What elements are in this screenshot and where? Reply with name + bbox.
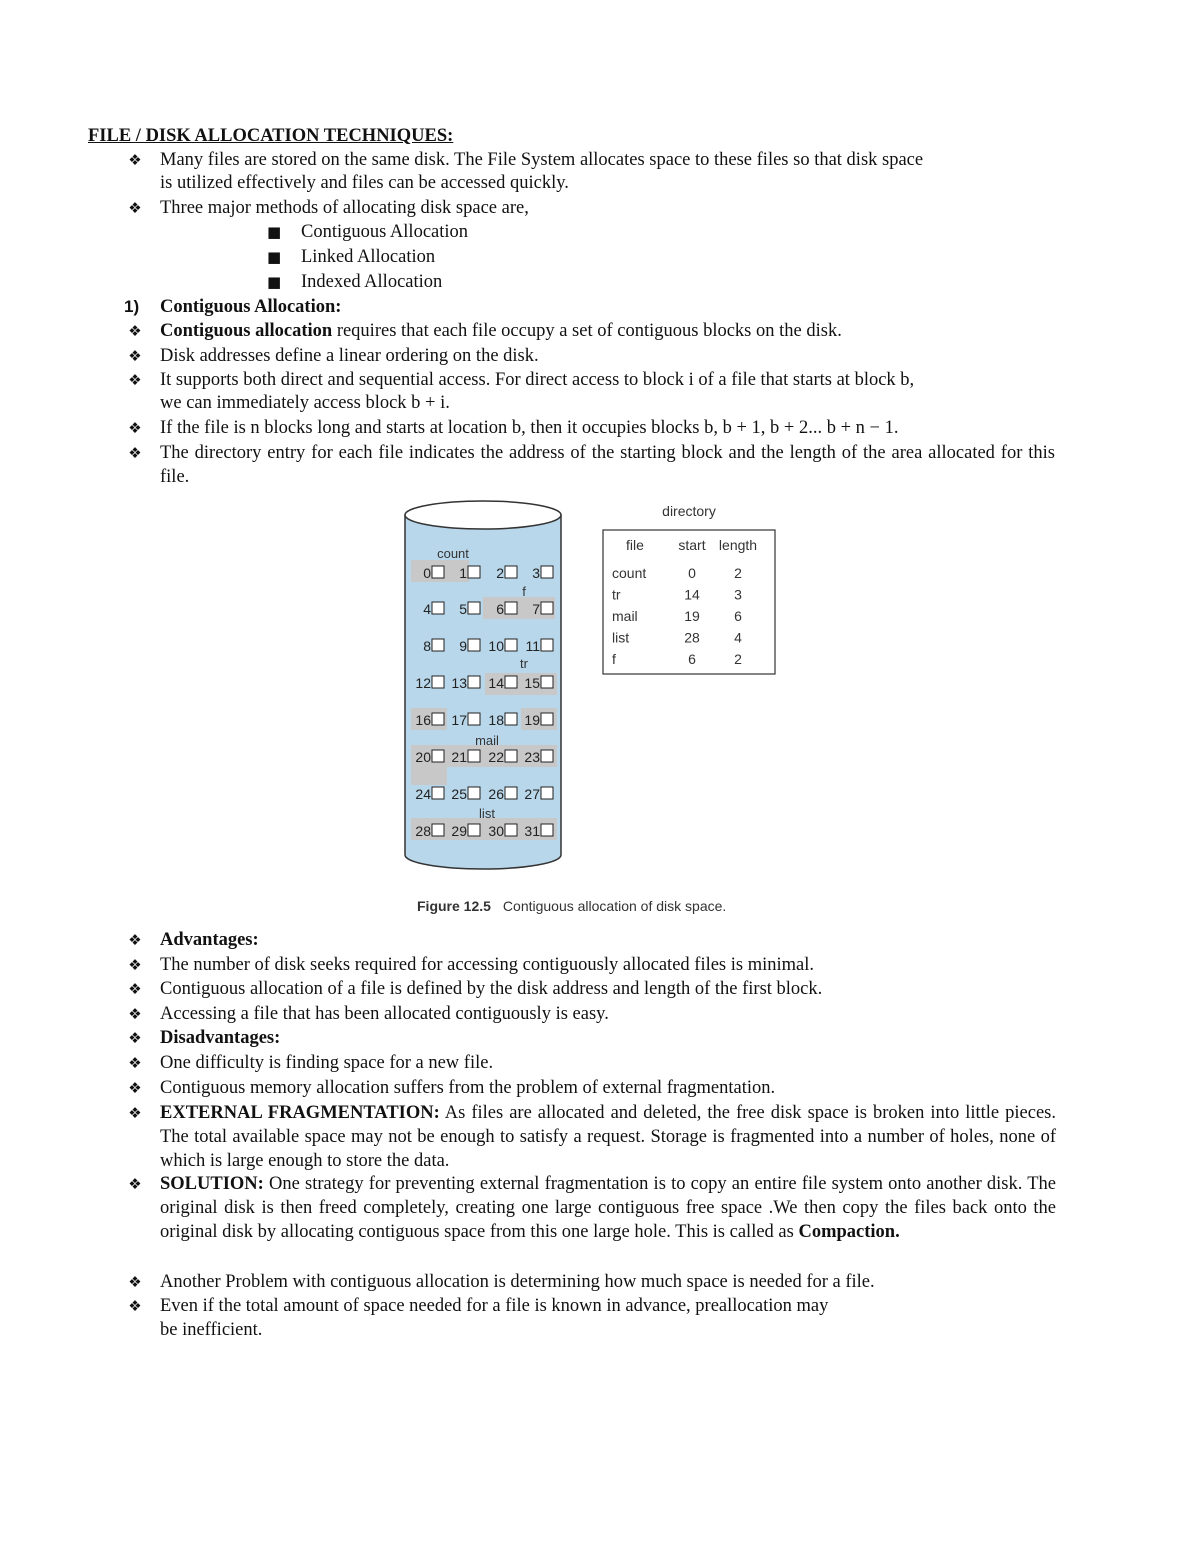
- diamond-bullet-icon: ❖: [128, 419, 142, 437]
- disk-block-number: 31: [524, 823, 540, 839]
- directory-cell-length: 3: [734, 586, 742, 603]
- diamond-bullet-icon: ❖: [128, 980, 142, 998]
- method-item: Linked Allocation: [301, 247, 436, 267]
- diamond-bullet-icon: ❖: [128, 931, 142, 949]
- disk-block-number: 12: [415, 675, 431, 691]
- square-bullet-icon: ■: [267, 223, 282, 241]
- disk-block: [541, 824, 553, 836]
- diamond-bullet-icon: ❖: [128, 322, 142, 340]
- disk-block: [432, 566, 444, 578]
- disk-block: [432, 713, 444, 725]
- disadvantage-item: Another Problem with contiguous allocation is determining how much space is needed for a file.: [160, 1272, 875, 1292]
- bold-term: SOLUTION:: [160, 1174, 264, 1194]
- disk-block-number: 24: [415, 786, 431, 802]
- section-number: 1): [124, 297, 140, 316]
- disk-block: [541, 713, 553, 725]
- bold-term: Contiguous allocation: [160, 321, 333, 341]
- directory-cell-file: f: [612, 651, 616, 667]
- disk-block: [505, 676, 517, 688]
- directory-header-file: file: [626, 537, 644, 553]
- disk-block: [505, 750, 517, 762]
- method-item: Indexed Allocation: [301, 272, 443, 292]
- figure-caption-text: Contiguous allocation of disk space.: [502, 898, 727, 914]
- disk-block-number: 26: [488, 786, 504, 802]
- disk-block-number: 15: [524, 675, 540, 691]
- disk-block: [468, 676, 480, 688]
- disk-block: [432, 602, 444, 614]
- disk-block: [468, 566, 480, 578]
- directory-cell-start: 14: [684, 586, 700, 603]
- disadvantage-item-cont: be inefficient.: [160, 1320, 263, 1340]
- disk-block-number: 1: [459, 565, 467, 581]
- contiguous-bullet-3-cont: we can immediately access block b + i.: [160, 393, 450, 413]
- disk-label-tr: tr: [520, 656, 528, 671]
- directory-cell-length: 6: [734, 608, 742, 624]
- disk-block-number: 29: [451, 823, 467, 839]
- disadvantage-item: Even if the total amount of space needed for a file is known in advance, preallocation may: [160, 1296, 829, 1316]
- disk-block-number: 5: [459, 601, 467, 617]
- disk-block-number: 2: [496, 565, 504, 581]
- contiguous-allocation-figure: [395, 495, 795, 920]
- intro-bullet-2: Three major methods of allocating disk space are,: [160, 198, 529, 218]
- disk-block-number: 3: [532, 565, 540, 581]
- external-fragmentation-paragraph: [160, 1101, 1056, 1174]
- bold-term: EXTERNAL FRAGMENTATION:: [160, 1103, 440, 1123]
- disk-block-number: 23: [524, 749, 540, 765]
- disk-cylinder-top: [405, 501, 561, 529]
- disk-block: [468, 750, 480, 762]
- disk-block: [505, 824, 517, 836]
- advantage-item: Accessing a file that has been allocated contiguously is easy.: [160, 1004, 609, 1024]
- intro-bullet-1-cont: is utilized effectively and files can be accessed quickly.: [160, 173, 569, 193]
- disk-block: [541, 639, 553, 651]
- diamond-bullet-icon: ❖: [128, 371, 142, 389]
- disadvantages-heading: Disadvantages:: [160, 1028, 281, 1048]
- disk-block-number: 19: [524, 712, 540, 728]
- disk-block-number: 25: [451, 786, 467, 802]
- square-bullet-icon: ■: [267, 248, 282, 266]
- disk-block-number: 11: [525, 638, 540, 654]
- directory-cell-start: 0: [688, 565, 696, 581]
- disk-block: [468, 713, 480, 725]
- directory-cell-length: 4: [734, 629, 742, 646]
- diamond-bullet-icon: ❖: [128, 1297, 142, 1315]
- solution-paragraph: [160, 1172, 1056, 1245]
- diamond-bullet-icon: ❖: [128, 151, 142, 169]
- intro-bullet-1: Many files are stored on the same disk. The File System allocates space to these files so that disk space: [160, 150, 924, 170]
- disk-block-number: 27: [524, 786, 540, 802]
- disk-block-number: 9: [459, 638, 467, 654]
- disk-block-number: 14: [488, 675, 504, 691]
- directory-cell-file: list: [612, 629, 630, 646]
- disadvantage-item: Contiguous memory allocation suffers from the problem of external fragmentation.: [160, 1078, 776, 1098]
- disk-block: [432, 824, 444, 836]
- diamond-bullet-icon: ❖: [128, 347, 142, 365]
- directory-cell-length: 2: [734, 565, 742, 581]
- directory-title: directory: [662, 503, 716, 519]
- advantage-item: Contiguous allocation of a file is defined by the disk address and length of the first block.: [160, 979, 823, 999]
- disk-block: [541, 602, 553, 614]
- disk-block-number: 0: [423, 565, 431, 581]
- bold-term: Compaction.: [798, 1222, 900, 1243]
- disk-block-number: 10: [488, 638, 504, 654]
- disk-block-number: 16: [415, 712, 431, 728]
- paragraph-text: One strategy for preventing external fragmentation is to copy an entire file system onto another disk. The original disk is then freed completely, creating one large contiguous free space .We then copy the files back onto the original disk by allocating contiguous space from this one large hole. This is called as: [160, 1174, 1056, 1243]
- disk-block: [505, 602, 517, 614]
- disk-block: [468, 639, 480, 651]
- disadvantage-item: One difficulty is finding space for a new file.: [160, 1053, 494, 1073]
- disk-block-number: 7: [532, 601, 540, 617]
- directory-cell-file: count: [612, 565, 647, 581]
- disk-block-number: 20: [415, 749, 431, 765]
- disk-block: [432, 787, 444, 799]
- disk-block: [432, 750, 444, 762]
- disk-block-number: 13: [451, 675, 467, 691]
- contiguous-bullet-3: It supports both direct and sequential access. For direct access to block i of a file that starts at block b,: [160, 370, 915, 390]
- disk-block-number: 8: [423, 638, 431, 654]
- disk-label-f: f: [522, 584, 526, 599]
- disk-block: [505, 787, 517, 799]
- diamond-bullet-icon: ❖: [128, 1005, 142, 1023]
- directory-cell-file: tr: [612, 586, 621, 603]
- file-highlight-mail: [411, 767, 447, 785]
- disk-block-number: 4: [423, 601, 431, 617]
- diamond-bullet-icon: ❖: [128, 1273, 142, 1291]
- directory-cell-file: mail: [612, 608, 638, 624]
- disk-label-count: count: [437, 546, 469, 561]
- disk-block-number: 28: [415, 823, 431, 839]
- diamond-bullet-icon: ❖: [128, 199, 142, 217]
- section-heading: Contiguous Allocation:: [160, 297, 342, 317]
- directory-header-start: start: [678, 537, 706, 553]
- paragraph-text: As files are allocated and deleted, the free disk space is broken into little pieces. The total available space may not be enough to satisfy a request. Storage is fragmented into a number of holes, none of which is large enough to store the data.: [160, 1103, 1056, 1172]
- disk-block: [432, 676, 444, 688]
- diamond-bullet-icon: ❖: [128, 1175, 142, 1193]
- advantages-heading: Advantages:: [160, 930, 259, 950]
- disk-block-number: 18: [488, 712, 504, 728]
- contiguous-bullet-1: [160, 319, 842, 343]
- disk-block: [541, 566, 553, 578]
- diamond-bullet-icon: ❖: [128, 444, 142, 462]
- disk-block: [468, 824, 480, 836]
- disk-block: [541, 787, 553, 799]
- disk-block-number: 21: [451, 749, 467, 765]
- disk-block: [505, 639, 517, 651]
- directory-cell-length: 2: [734, 651, 742, 667]
- disk-label-list: list: [479, 806, 495, 821]
- disk-block: [468, 787, 480, 799]
- disk-block: [468, 602, 480, 614]
- disk-block-number: 22: [488, 749, 504, 765]
- directory-cell-start: 28: [684, 629, 700, 646]
- directory-cell-start: 6: [688, 651, 696, 667]
- directory-cell-start: 19: [684, 608, 700, 624]
- disk-label-mail: mail: [475, 733, 499, 748]
- disk-block-number: 17: [451, 712, 467, 728]
- page-title: FILE / DISK ALLOCATION TECHNIQUES:: [88, 126, 454, 146]
- diamond-bullet-icon: ❖: [128, 1029, 142, 1047]
- bullet-text: requires that each file occupy a set of contiguous blocks on the disk.: [332, 321, 842, 341]
- advantage-item: The number of disk seeks required for accessing contiguously allocated files is minimal.: [160, 955, 815, 975]
- directory-header-length: length: [718, 537, 758, 553]
- disk-block: [432, 639, 444, 651]
- disk-block: [541, 750, 553, 762]
- diamond-bullet-icon: ❖: [128, 1054, 142, 1072]
- figure-caption-label: Figure 12.5: [417, 898, 491, 914]
- square-bullet-icon: ■: [267, 273, 282, 291]
- disk-block-number: 30: [488, 823, 504, 839]
- contiguous-bullet-2: Disk addresses define a linear ordering on the disk.: [160, 346, 539, 366]
- figure-caption: [417, 898, 726, 914]
- disk-block-number: 6: [496, 601, 504, 617]
- contiguous-bullet-5: The directory entry for each file indicates the address of the starting block and the length of the area allocated for this file.: [160, 443, 1055, 488]
- diamond-bullet-icon: ❖: [128, 956, 142, 974]
- method-item: Contiguous Allocation: [301, 222, 469, 242]
- disk-block: [505, 713, 517, 725]
- contiguous-bullet-4: If the file is n blocks long and starts at location b, then it occupies blocks b, b + 1, b + 2... b + n − 1.: [160, 418, 899, 438]
- disk-block: [505, 566, 517, 578]
- diamond-bullet-icon: ❖: [128, 1079, 142, 1097]
- diamond-bullet-icon: ❖: [128, 1104, 142, 1122]
- disk-block: [541, 676, 553, 688]
